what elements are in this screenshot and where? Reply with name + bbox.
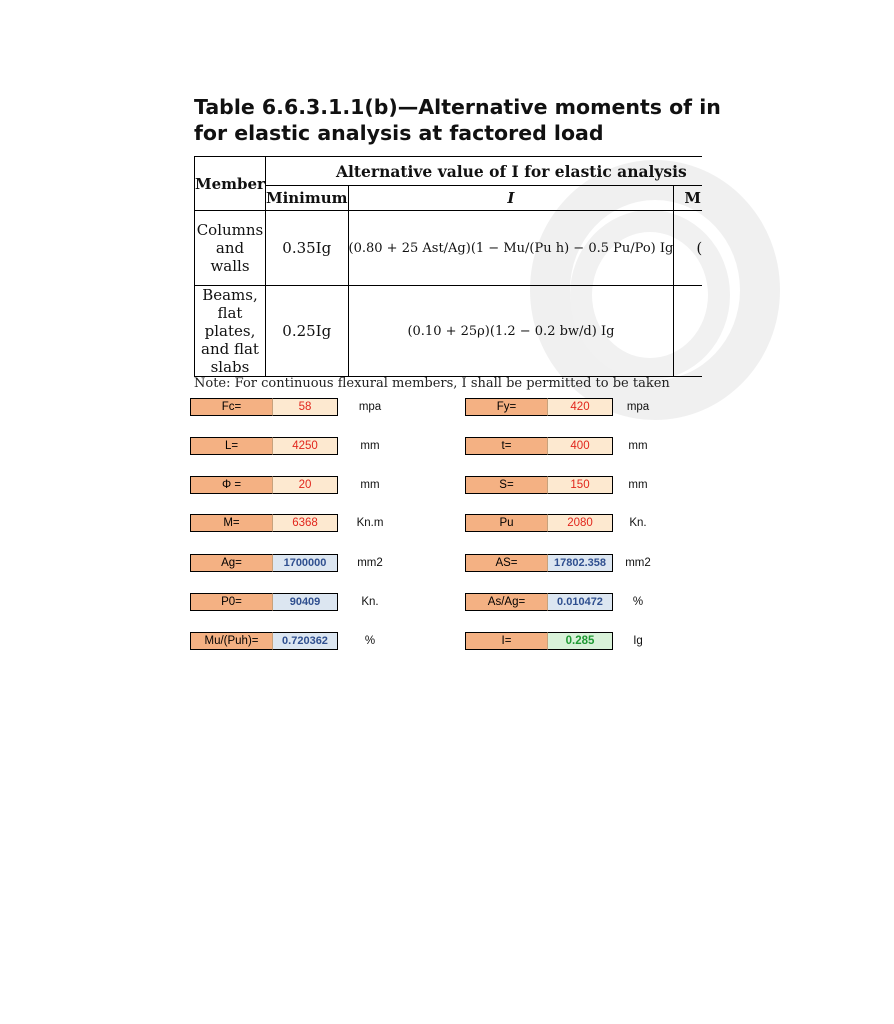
value-p0[interactable]: 90409 [272, 593, 338, 611]
unit-i: Ig [633, 635, 643, 647]
unit-as: mm2 [625, 557, 651, 569]
label-as: AS= [465, 554, 547, 572]
table-title-line-1: Table 6.6.3.1.1(b)—Alternative moments of in [194, 95, 721, 119]
unit-pu: Kn. [629, 517, 647, 529]
value-s[interactable]: 150 [547, 476, 613, 494]
label-fy: Fy= [465, 398, 547, 416]
unit-ag: mm2 [357, 557, 383, 569]
row-columns-formula: (0.80 + 25 Ast/Ag)(1 − Mu/(Pu h) − 0.5 Pu/Po) Ig [348, 211, 674, 286]
label-p0: P0= [190, 593, 272, 611]
cell-row-mu-puh [190, 632, 338, 650]
unit-l: mm [360, 440, 380, 452]
header-i: I [348, 186, 674, 211]
value-i[interactable]: 0.285 [547, 632, 613, 650]
table-title [194, 94, 894, 146]
value-phi[interactable]: 20 [272, 476, 338, 494]
cell-row-ag [190, 554, 338, 572]
code-table-image [190, 90, 721, 391]
header-member: Member [195, 157, 266, 211]
value-l[interactable]: 4250 [272, 437, 338, 455]
row-columns-minimum: 0.35Ig [265, 211, 348, 286]
unit-t: mm [628, 440, 648, 452]
label-l: L= [190, 437, 272, 455]
value-m[interactable]: 6368 [272, 514, 338, 532]
value-pu[interactable]: 2080 [547, 514, 613, 532]
label-phi: Φ = [190, 476, 272, 494]
label-fc: Fc= [190, 398, 272, 416]
value-fc[interactable]: 58 [272, 398, 338, 416]
cell-row-l [190, 437, 338, 455]
row-beams-formula: (0.10 + 25ρ)(1.2 − 0.2 bw/d) Ig [348, 286, 674, 377]
cell-row-fc [190, 398, 338, 416]
row-beams-member: Beams, flat plates, and flat slabs [195, 286, 266, 377]
value-t[interactable]: 400 [547, 437, 613, 455]
cell-row-as [465, 554, 613, 572]
cell-row-pu [465, 514, 613, 532]
cell-row-t [465, 437, 613, 455]
cell-row-phi [190, 476, 338, 494]
header-maximum: M [674, 186, 702, 211]
cell-row-fy [465, 398, 613, 416]
row-beams-maximum [674, 286, 702, 377]
label-i: I= [465, 632, 547, 650]
unit-s: mm [628, 479, 648, 491]
value-ag[interactable]: 1700000 [272, 554, 338, 572]
unit-phi: mm [360, 479, 380, 491]
label-ag: Ag= [190, 554, 272, 572]
label-as-ag: As/Ag= [465, 593, 547, 611]
row-columns-maximum: ( [674, 211, 702, 286]
cell-row-s [465, 476, 613, 494]
label-m: M= [190, 514, 272, 532]
unit-as-ag: % [632, 596, 644, 608]
header-alternative-value: Alternative value of I for elastic analysis [265, 157, 702, 186]
value-fy[interactable]: 420 [547, 398, 613, 416]
header-minimum: Minimum [265, 186, 348, 211]
moment-of-inertia-table [194, 156, 702, 377]
value-mu-puh[interactable]: 0.720362 [272, 632, 338, 650]
unit-fy: mpa [626, 401, 650, 413]
cell-row-i [465, 632, 613, 650]
row-beams-minimum: 0.25Ig [265, 286, 348, 377]
value-as[interactable]: 17802.358 [547, 554, 613, 572]
value-as-ag[interactable]: 0.010472 [547, 593, 613, 611]
unit-mu-puh: % [364, 635, 376, 647]
label-pu: Pu [465, 514, 547, 532]
label-t: t= [465, 437, 547, 455]
cell-row-p0 [190, 593, 338, 611]
row-columns-member: Columns and walls [195, 211, 266, 286]
label-s: S= [465, 476, 547, 494]
table-note: Note: For continuous flexural members, I shall be permitted to be taken [194, 376, 670, 391]
unit-p0: Kn. [361, 596, 379, 608]
unit-m: Kn.m [356, 517, 384, 529]
label-mu-puh: Mu/(Puh)= [190, 632, 272, 650]
cell-row-as-ag [465, 593, 613, 611]
unit-fc: mpa [358, 401, 382, 413]
cell-row-m [190, 514, 338, 532]
table-title-line-2: for elastic analysis at factored load [194, 121, 604, 145]
